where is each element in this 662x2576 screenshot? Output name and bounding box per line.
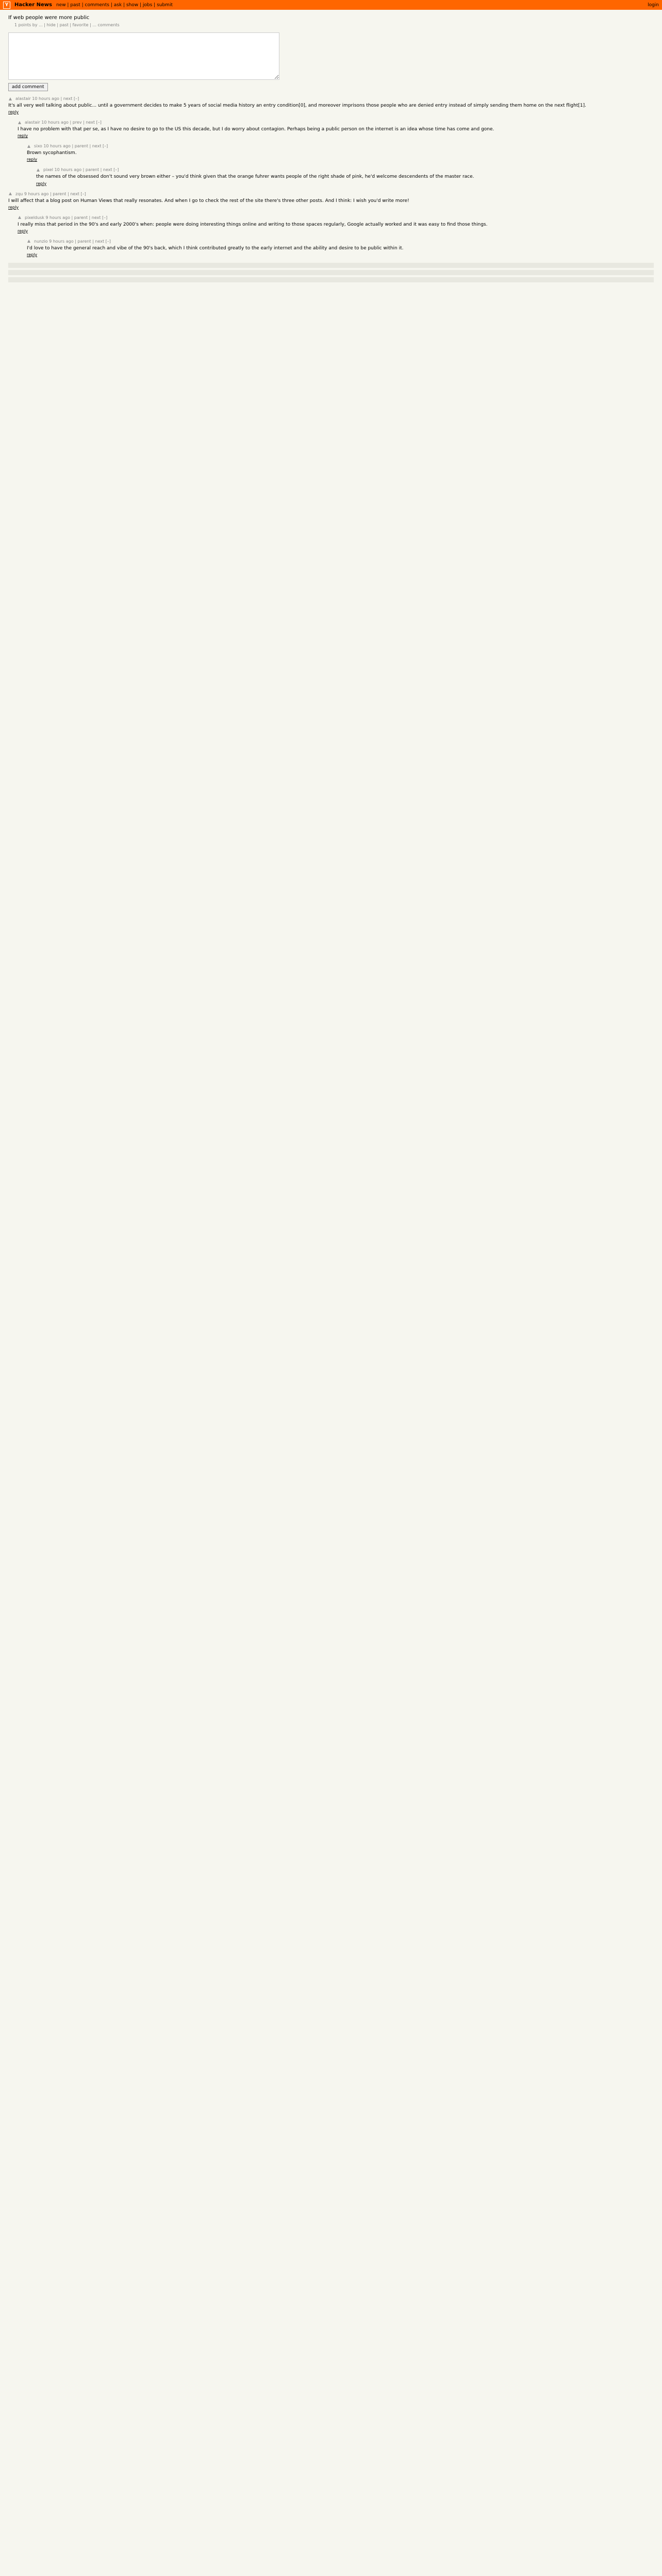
comment-meta[interactable]: alastair 10 hours ago | prev | next [–] [25, 120, 102, 125]
reply-link[interactable]: reply [18, 228, 28, 233]
reply-link[interactable]: reply [27, 252, 38, 257]
comment-text: the names of the obsessed don't sound very brown either – you'd think given that the orange fuhrer wants people of the right shade of pink, he'd welcome descendents of the master race. [36, 174, 474, 180]
comment-meta[interactable]: pixeldusk 9 hours ago | parent | next [–] [25, 215, 108, 220]
story-meta: 1 points by ... | hide | past | favorite | ... comments [14, 23, 120, 27]
comment-meta[interactable]: sixo 10 hours ago | parent | next [–] [34, 144, 108, 149]
login-link[interactable]: login [648, 2, 659, 8]
comment-text: I have no problem with that per se, as I have no desire to go to the US this decade, but I do worry about contagion. Perhaps being a public person on the internet is an idea whose time has come and gone. [18, 127, 494, 132]
comment-input[interactable] [8, 32, 279, 80]
upvote-icon[interactable] [18, 121, 22, 125]
comment-meta[interactable]: pixel 10 hours ago | parent | next [–] [43, 167, 119, 173]
site-logo[interactable]: Y [3, 2, 10, 9]
filler-line [8, 277, 654, 282]
comment-text: It's all very well talking about public... until a government decides to make 5 years of social media history an entry condition[0], and moreover imprisons those people who are denied entry instead of simply sending them home on the next flight[1]. [8, 103, 586, 108]
top-nav[interactable]: new | past | comments | ask | show | jobs | submit [56, 2, 173, 8]
comment-meta[interactable]: alastair 10 hours ago | next [–] [15, 96, 79, 101]
comment [27, 239, 654, 258]
comment [18, 120, 654, 139]
top-bar [0, 0, 662, 10]
reply-link[interactable]: reply [8, 110, 19, 115]
comment-text: I really miss that period in the 90's and early 2000's when: people were doing interesting things online and writing to those spaces regularly, Google actually worked and it was easy to find those things. [18, 222, 488, 227]
comment [27, 144, 654, 162]
upvote-icon[interactable] [8, 192, 12, 196]
reply-link[interactable]: reply [27, 157, 38, 162]
comment-thread [8, 96, 654, 282]
comment-text: I will affect that a blog post on Human Views that really resonates. And when I go to check the rest of the site there's three other posts. And I think: I wish you'd write more! [8, 198, 409, 204]
comment [18, 215, 654, 234]
comment [8, 192, 654, 210]
upvote-icon[interactable] [27, 239, 31, 243]
add-comment-button[interactable]: add comment [8, 83, 48, 91]
reply-link[interactable]: reply [8, 205, 19, 210]
reply-link[interactable]: reply [36, 181, 47, 186]
upvote-icon[interactable] [27, 144, 31, 148]
comment-meta[interactable]: nunzio 9 hours ago | parent | next [–] [34, 239, 111, 244]
comment-meta[interactable]: zqu 9 hours ago | parent | next [–] [15, 191, 86, 196]
comment [8, 96, 654, 115]
comment [36, 167, 654, 186]
filler-line [8, 270, 654, 275]
story-title[interactable]: If web people were more public [8, 15, 90, 21]
filler-line [8, 263, 654, 268]
reply-link[interactable]: reply [18, 133, 28, 139]
upvote-icon[interactable] [8, 97, 12, 101]
upvote-icon[interactable] [36, 168, 40, 172]
site-name[interactable]: Hacker News [14, 2, 52, 8]
comment-text: I'd love to have the general reach and vibe of the 90's back, which I think contributed greatly to the early internet and the ability and desire to be public within it. [27, 245, 404, 251]
comment-text: Brown sycophantism. [27, 150, 77, 156]
main-content [0, 10, 662, 287]
upvote-icon[interactable] [18, 215, 22, 219]
